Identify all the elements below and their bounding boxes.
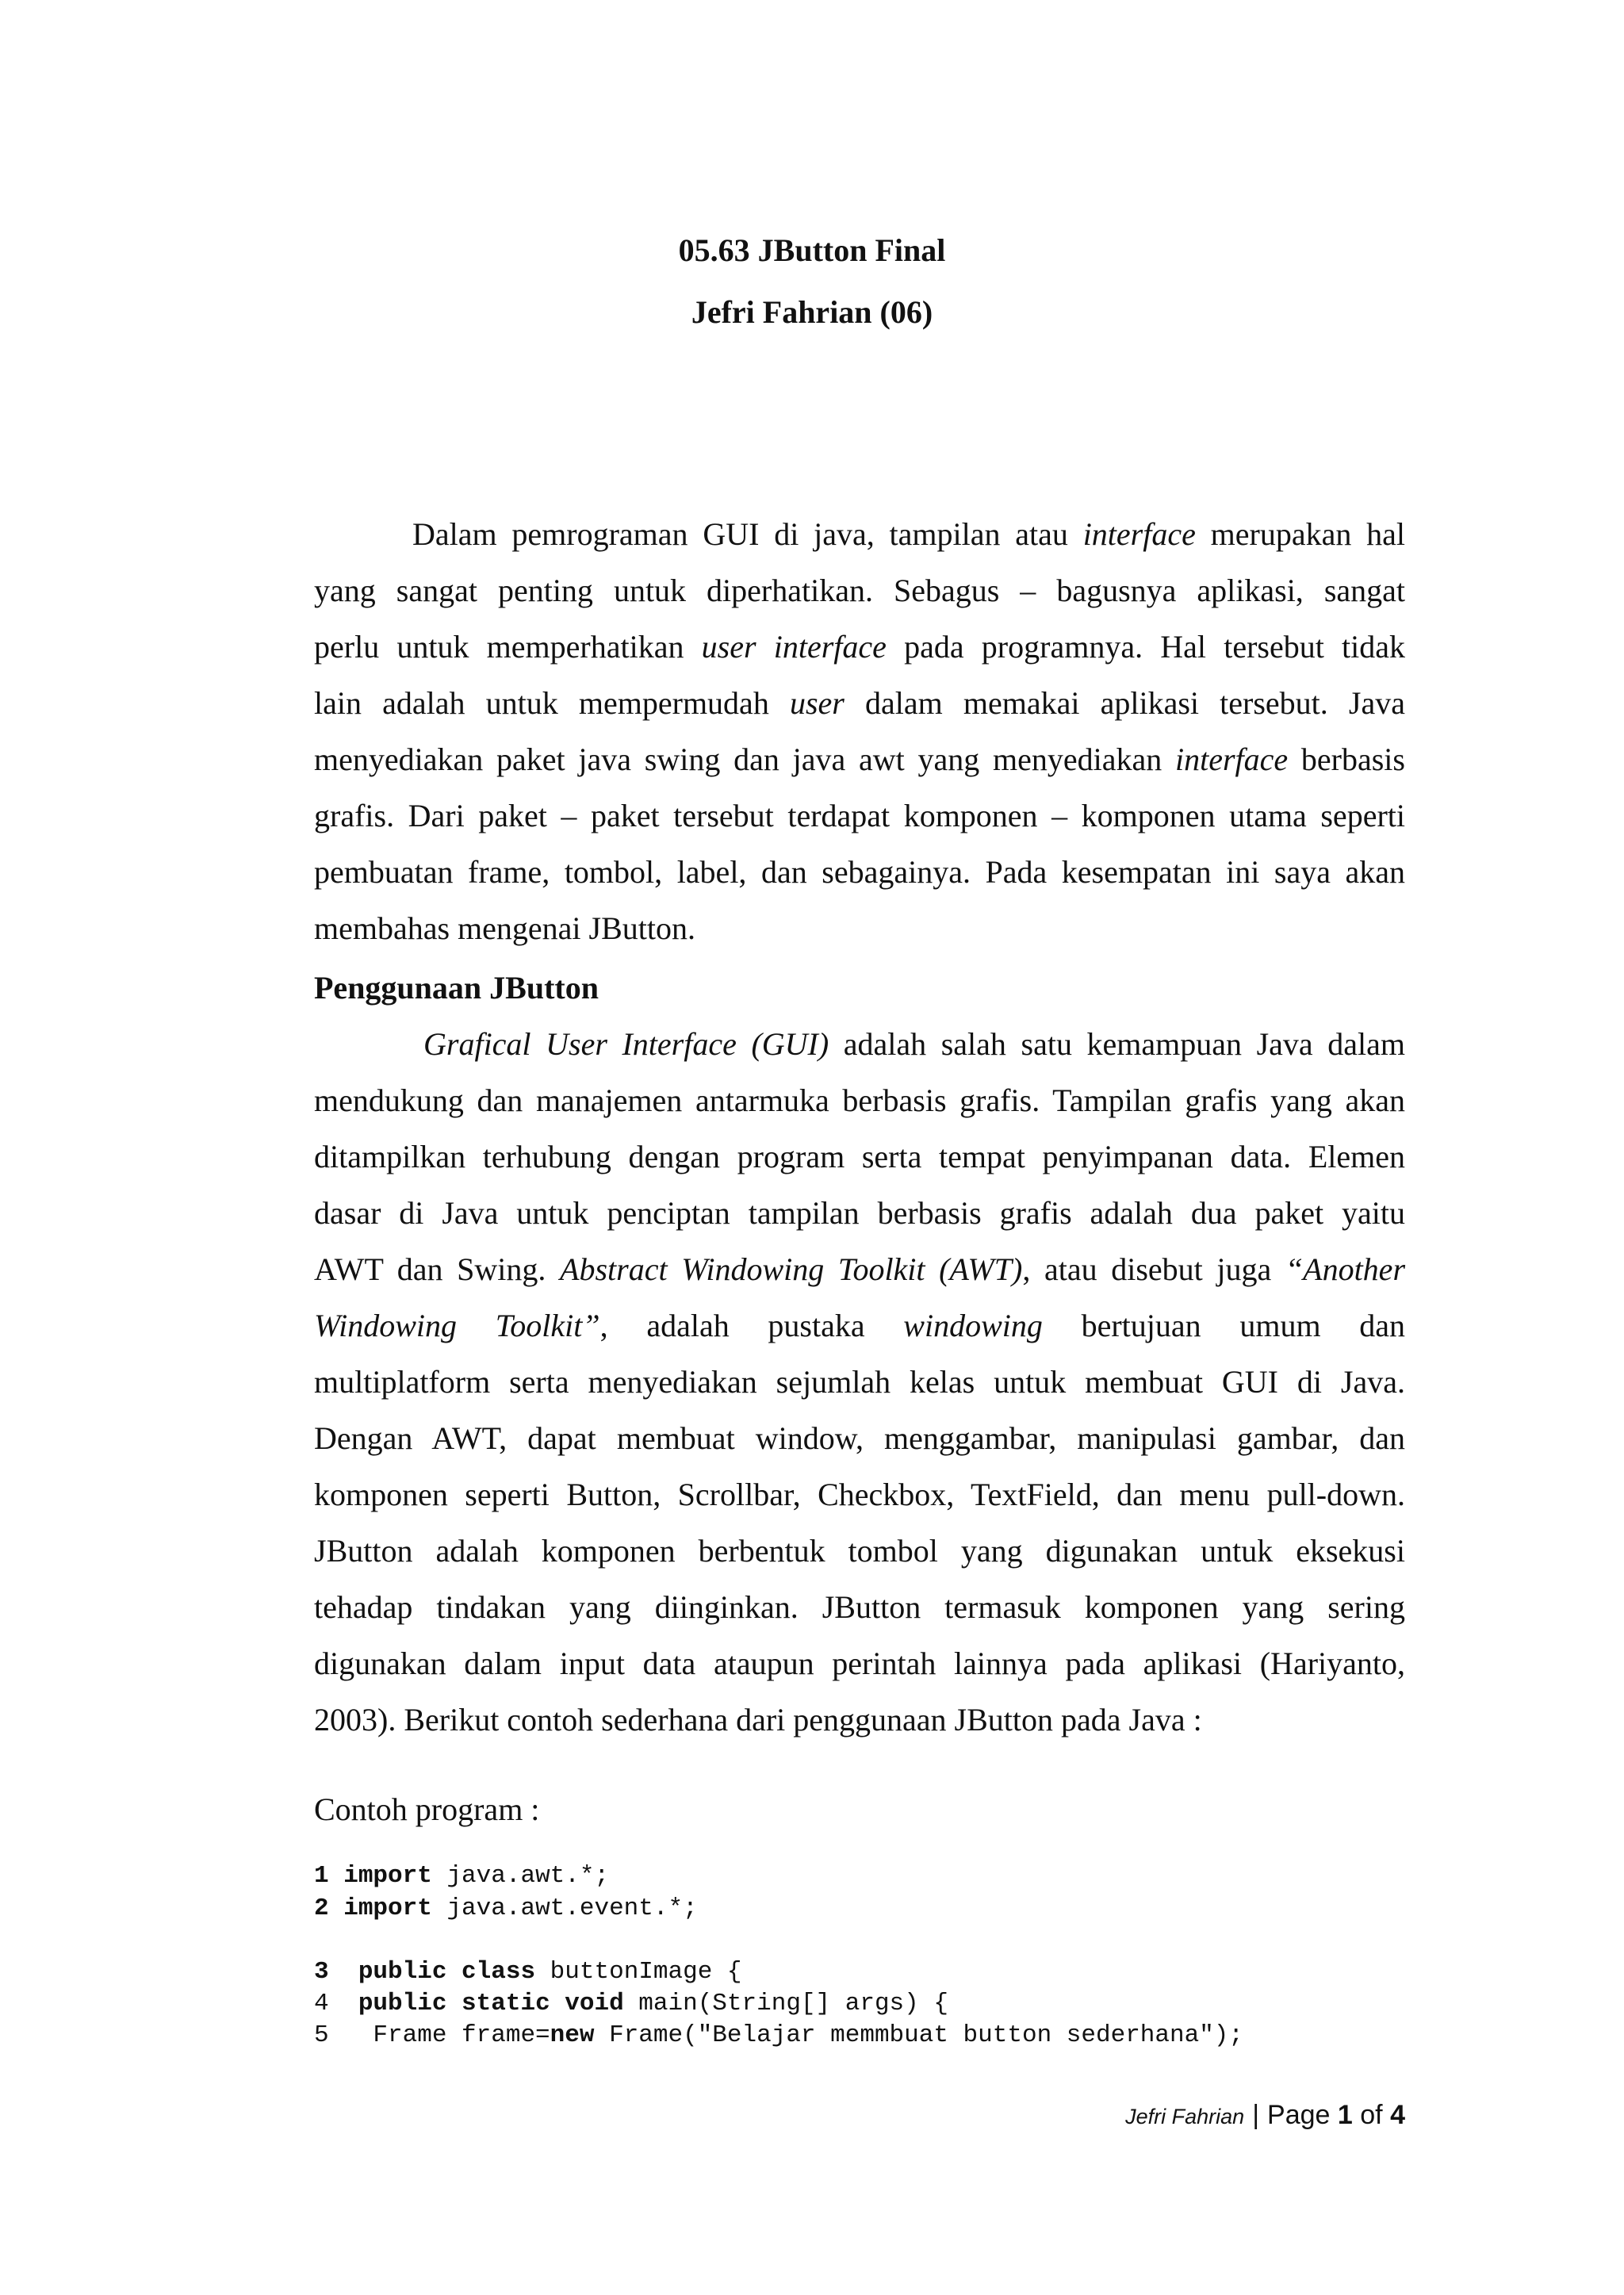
intro-line: perlu untuk memperhatikan user interface pada programnya. Hal tersebut tidak	[314, 629, 1406, 665]
author-line: Jefri Fahrian (06)	[691, 294, 933, 330]
line-number: 3	[314, 1958, 329, 1986]
code-line	[314, 2020, 1243, 2052]
code-keyword: public static void	[358, 1990, 624, 2017]
code-text: buttonImage {	[535, 1958, 742, 1986]
intro-line	[314, 506, 1405, 562]
document-title: 05.63 JButton Final	[678, 232, 946, 268]
footer-page-number: 1	[1337, 2100, 1353, 2130]
body-line: AWT dan Swing. Abstract Windowing Toolkit (AWT), atau disebut juga “Another	[314, 1251, 1406, 1287]
intro-line-text: Dalam pemrograman GUI di java, tampilan atau interface merupakan hal	[412, 516, 1405, 552]
code-line	[314, 1893, 698, 1925]
footer-page-label: Page	[1267, 2100, 1338, 2130]
footer-page-total: 4	[1390, 2100, 1405, 2130]
footer-page-of: of	[1352, 2100, 1391, 2130]
example-label: Contoh program :	[314, 1791, 540, 1827]
body-line: JButton adalah komponen berbentuk tombol yang digunakan untuk eksekusi	[314, 1533, 1405, 1569]
code-keyword: public class	[358, 1958, 536, 1986]
body-line: mendukung dan manajemen antarmuka berbasis grafis. Tampilan grafis yang akan	[314, 1082, 1405, 1118]
intro-line: pembuatan frame, tombol, label, dan sebagainya. Pada kesempatan ini saya akan	[314, 854, 1405, 890]
footer-author: Jefri Fahrian	[1125, 2105, 1245, 2128]
body-line: dasar di Java untuk penciptan tampilan berbasis grafis adalah dua paket yaitu	[314, 1195, 1405, 1231]
body-line: Windowing Toolkit”, adalah pustaka windowing bertujuan umum dan	[314, 1308, 1406, 1343]
intro-line: lain adalah untuk mempermudah user dalam memakai aplikasi tersebut. Java	[314, 685, 1405, 721]
section-heading: Penggunaan JButton	[314, 970, 599, 1006]
code-text: java.awt.event.*;	[431, 1895, 698, 1922]
line-number: 4	[314, 1990, 329, 2017]
code-keyword: import	[343, 1862, 432, 1890]
line-number: 5	[314, 2021, 329, 2049]
code-text: Frame frame=	[373, 2021, 550, 2049]
code-keyword: import	[343, 1895, 432, 1922]
body-line: digunakan dalam input data ataupun perintah lainnya pada aplikasi (Hariyanto,	[314, 1646, 1405, 1681]
page-footer	[1125, 2100, 1405, 2131]
intro-line: menyediakan paket java swing dan java awt yang menyediakan interface berbasis	[314, 741, 1405, 777]
body-paragraph	[314, 1016, 1405, 1748]
line-number: 2	[314, 1895, 329, 1922]
code-line	[314, 1860, 609, 1892]
code-text: java.awt.*;	[431, 1862, 610, 1890]
code-line	[314, 1956, 742, 1988]
body-line: ditampilkan terhubung dengan program serta tempat penyimpanan data. Elemen	[314, 1139, 1405, 1174]
code-text: Frame("Belajar memmbuat button sederhana");	[594, 2021, 1244, 2049]
code-keyword: new	[550, 2021, 595, 2049]
body-line: 2003). Berikut contoh sederhana dari penggunaan JButton pada Java :	[314, 1702, 1202, 1738]
footer-separator: |	[1252, 2100, 1260, 2130]
line-number: 1	[314, 1862, 329, 1890]
intro-paragraph	[314, 506, 1405, 956]
intro-line: membahas mengenai JButton.	[314, 910, 696, 946]
body-line: multiplatform serta menyediakan sejumlah kelas untuk membuat GUI di Java.	[314, 1364, 1405, 1400]
intro-line: yang sangat penting untuk diperhatikan. Sebagus – bagusnya aplikasi, sangat	[314, 573, 1405, 608]
body-line: tehadap tindakan yang diinginkan. JButton termasuk komponen yang sering	[314, 1589, 1405, 1625]
body-line: komponen seperti Button, Scrollbar, Checkbox, TextField, dan menu pull-down.	[314, 1477, 1405, 1512]
code-line	[314, 1988, 948, 2020]
body-line: Dengan AWT, dapat membuat window, menggambar, manipulasi gambar, dan	[314, 1420, 1405, 1456]
intro-line: grafis. Dari paket – paket tersebut terdapat komponen – komponen utama seperti	[314, 798, 1405, 833]
code-text: main(String[] args) {	[623, 1990, 948, 2017]
body-line: Grafical User Interface (GUI) adalah salah satu kemampuan Java dalam	[423, 1026, 1405, 1062]
